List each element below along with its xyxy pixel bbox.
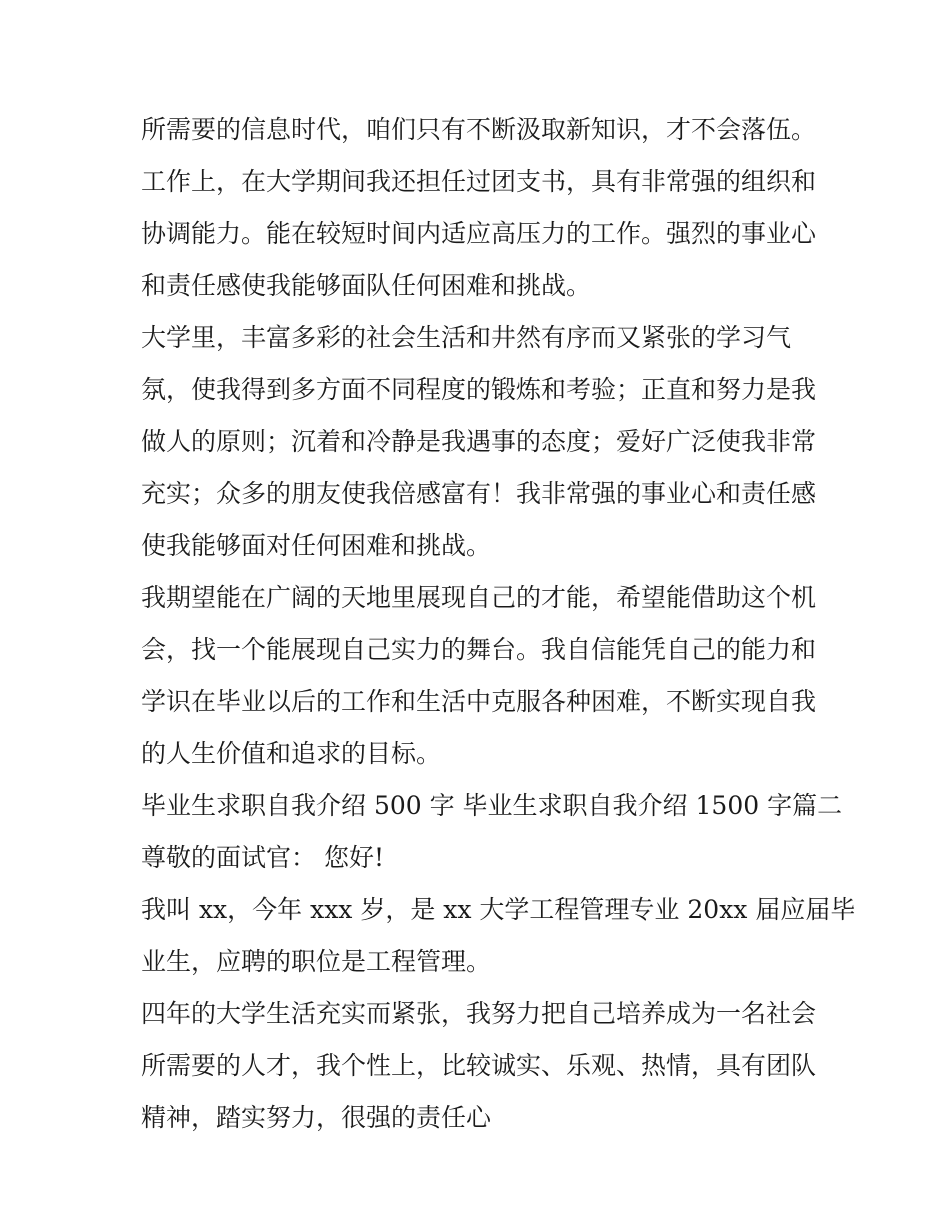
text-line: 协调能力。能在较短时间内适应高压力的工作。强烈的事业心 bbox=[141, 219, 817, 248]
text-line: 氛，使我得到多方面不同程度的锻炼和考验；正直和努力是我 bbox=[141, 375, 817, 404]
text-line: 和责任感使我能够面队任何困难和挑战。 bbox=[141, 271, 592, 300]
text-line: 工作上，在大学期间我还担任过团支书，具有非常强的组织和 bbox=[141, 167, 817, 196]
text-line: 做人的原则；沉着和冷静是我遇事的态度；爱好广泛使我非常 bbox=[141, 427, 817, 456]
text-line: 所需要的信息时代，咱们只有不断汲取新知识，才不会落伍。 bbox=[141, 115, 817, 144]
text-line: 会，找一个能展现自己实力的舞台。我自信能凭自己的能力和 bbox=[141, 635, 817, 664]
text-line: 四年的大学生活充实而紧张，我努力把自己培养成为一名社会 bbox=[141, 999, 817, 1028]
text-line: 充实；众多的朋友使我倍感富有！我非常强的事业心和责任感 bbox=[141, 479, 817, 508]
section-heading-line: 毕业生求职自我介绍 500 字 毕业生求职自我介绍 1500 字篇二 bbox=[141, 791, 843, 820]
text-line: 业生，应聘的职位是工程管理。 bbox=[141, 947, 492, 976]
text-line: 的人生价值和追求的目标。 bbox=[141, 739, 442, 768]
text-line: 我期望能在广阔的天地里展现自己的才能，希望能借助这个机 bbox=[141, 583, 817, 612]
text-line: 所需要的人才，我个性上，比较诚实、乐观、热情，具有团队 bbox=[141, 1051, 817, 1080]
text-line: 学识在毕业以后的工作和生活中克服各种困难，不断实现自我 bbox=[141, 687, 817, 716]
document-body bbox=[141, 104, 856, 1144]
salutation-line: 尊敬的面试官： 您好! bbox=[141, 843, 384, 872]
text-line: 大学里，丰富多彩的社会生活和井然有序而又紧张的学习气 bbox=[141, 323, 792, 352]
text-line: 我叫 xx，今年 xxx 岁，是 xx 大学工程管理专业 20xx 届应届毕 bbox=[141, 895, 856, 924]
text-line: 使我能够面对任何困难和挑战。 bbox=[141, 531, 492, 560]
text-line: 精神，踏实努力，很强的责任心 bbox=[141, 1103, 492, 1132]
